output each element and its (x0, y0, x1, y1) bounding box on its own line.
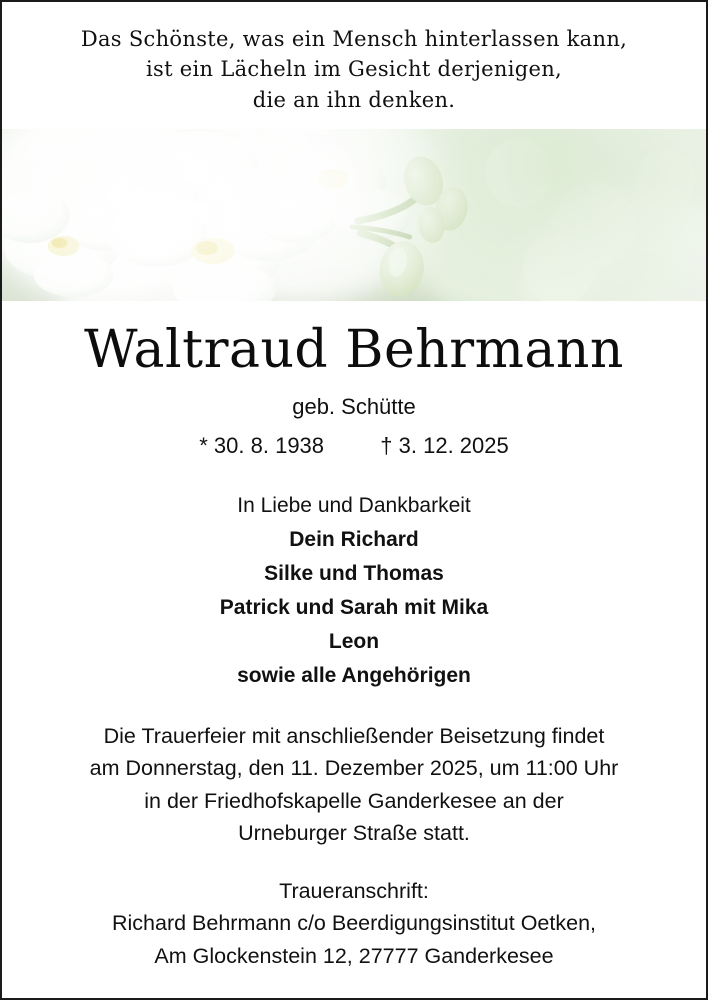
ceremony-details (2, 720, 706, 849)
mourner-line: Patrick und Sarah mit Mika (219, 595, 489, 619)
verse-line-2: ist ein Lächeln im Gesicht derjenigen, (145, 57, 562, 82)
banner-soft-light-overlay (2, 129, 706, 301)
address-heading: Traueranschrift: (279, 879, 429, 903)
mourner-line: Silke und Thomas (264, 561, 444, 585)
memorial-verse (2, 2, 706, 129)
deceased-name: Waltraud Behrmann (84, 320, 624, 381)
birth-date: 30. 8. 1938 (213, 432, 325, 458)
death-date: 3. 12. 2025 (398, 432, 509, 458)
death-symbol: † (380, 432, 393, 458)
ceremony-line-4: Urneburger Straße statt. (238, 820, 470, 845)
verse-line-3: die an ihn denken. (252, 87, 456, 112)
orchid-banner-image (2, 129, 706, 301)
verse-line-1: Das Schönste, was ein Mensch hinterlassen kann, (80, 27, 628, 51)
life-dates (2, 433, 706, 459)
maiden-name: geb. Schütte (292, 393, 416, 419)
condolence-address (2, 875, 706, 988)
mourner-line: Leon (328, 629, 380, 653)
dedication-intro: In Liebe und Dankbarkeit (237, 493, 471, 517)
mourner-line: sowie alle Angehörigen (237, 663, 471, 687)
address-line-2: Am Glockenstein 12, 27777 Ganderkesee (154, 943, 554, 968)
birth-symbol: * (199, 432, 208, 458)
ceremony-line-2: am Donnerstag, den 11. Dezember 2025, um 11:00 Uhr (89, 756, 619, 781)
ceremony-line-3: in der Friedhofskapelle Ganderkesee an der (144, 788, 564, 813)
ceremony-line-1: Die Trauerfeier mit anschließender Beisetzung findet (103, 724, 605, 748)
address-line-1: Richard Behrmann c/o Beerdigungsinstitut Oetken, (111, 911, 596, 936)
mourner-line: Dein Richard (289, 527, 419, 551)
mourners-block (2, 489, 706, 693)
